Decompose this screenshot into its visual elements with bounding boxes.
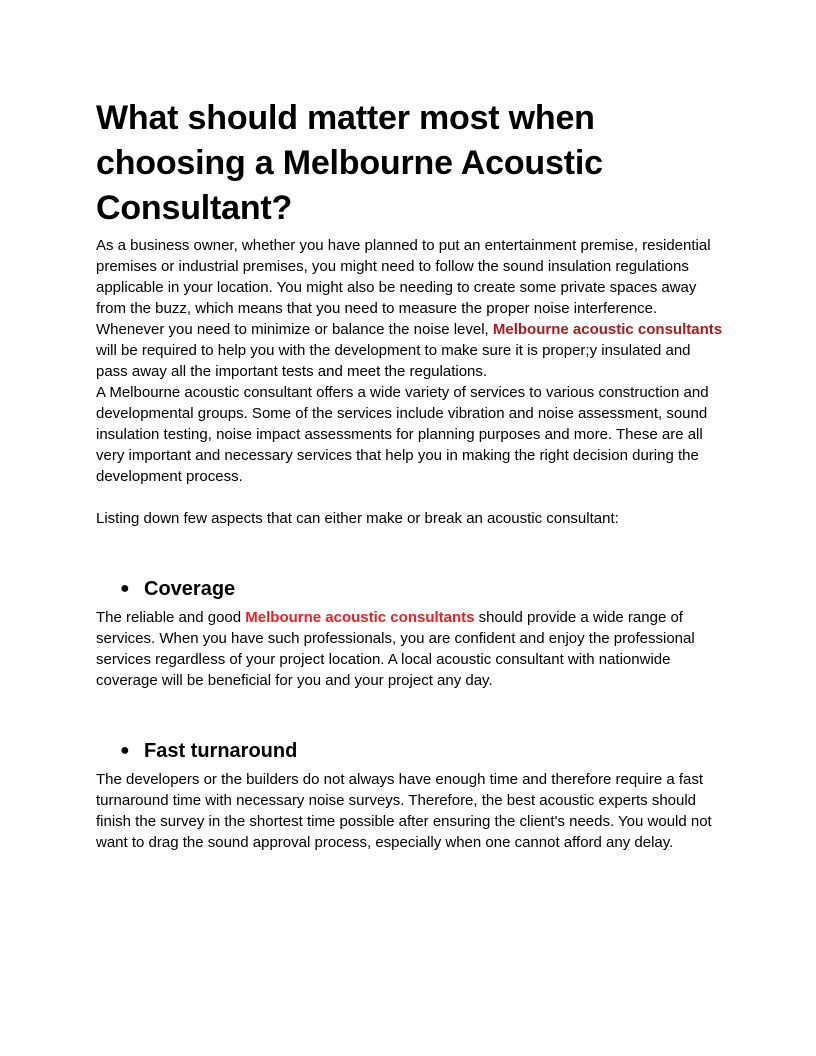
page-title: What should matter most when choosing a Melbourne Acoustic Consultant? xyxy=(96,99,603,227)
intro-paragraph-3: Listing down few aspects that can either make or break an acoustic consultant: xyxy=(96,510,619,527)
intro-text-before: As a business owner, whether you have planned to put an entertainment premise, residential premises or industrial premises, you might need to follow the sound insulation regulations applicable in your location. You might also be needing to create some private spaces away from the buzz, which means that you need to measure the proper noise interference. Whenever you need to minimize or balance the noise level, xyxy=(96,237,711,338)
coverage-paragraph xyxy=(96,607,726,691)
section-heading-text: Fast turnaround xyxy=(144,740,298,762)
spacer xyxy=(96,691,726,737)
coverage-text-before: The reliable and good xyxy=(96,609,246,626)
intro-paragraph-1 xyxy=(96,235,726,382)
spacer xyxy=(96,487,726,508)
coverage-text-after: should provide a wide range of services. When you have such professionals, you are confident and enjoy the professional services regardless of your project location. A local acoustic consultant with nationwide coverage will be beneficial for you and your project any day. xyxy=(96,609,695,689)
section-heading-text: Coverage xyxy=(144,578,236,600)
bullet-icon: ● xyxy=(120,742,130,759)
intro-text-after: will be required to help you with the development to make sure it is proper;y insulated and pass away all the important tests and meet the regulations. xyxy=(96,342,691,380)
section-heading-coverage xyxy=(96,575,726,603)
melbourne-consultants-link[interactable]: Melbourne acoustic consultants xyxy=(492,321,723,338)
intro-paragraph-2: A Melbourne acoustic consultant offers a wide variety of services to various construction and developmental groups. Some of the services include vibration and noise assessment, sound insulation testing, noise impact assessments for planning purposes and more. These are all very important and necessary services that help you in making the right decision during the development process. xyxy=(96,384,709,485)
section-heading-fast-turnaround xyxy=(96,737,726,765)
spacer xyxy=(96,529,726,575)
fast-turnaround-paragraph: The developers or the builders do not always have enough time and therefore require a fast turnaround time with necessary noise surveys. Therefore, the best acoustic experts should finish the survey in the shortest time possible after ensuring the client's needs. You would not want to drag the sound approval process, especially when one cannot afford any delay. xyxy=(96,771,712,851)
bullet-icon: ● xyxy=(120,580,130,597)
melbourne-consultants-link-2[interactable]: Melbourne acoustic consultants xyxy=(245,609,475,626)
document-page xyxy=(96,96,726,853)
